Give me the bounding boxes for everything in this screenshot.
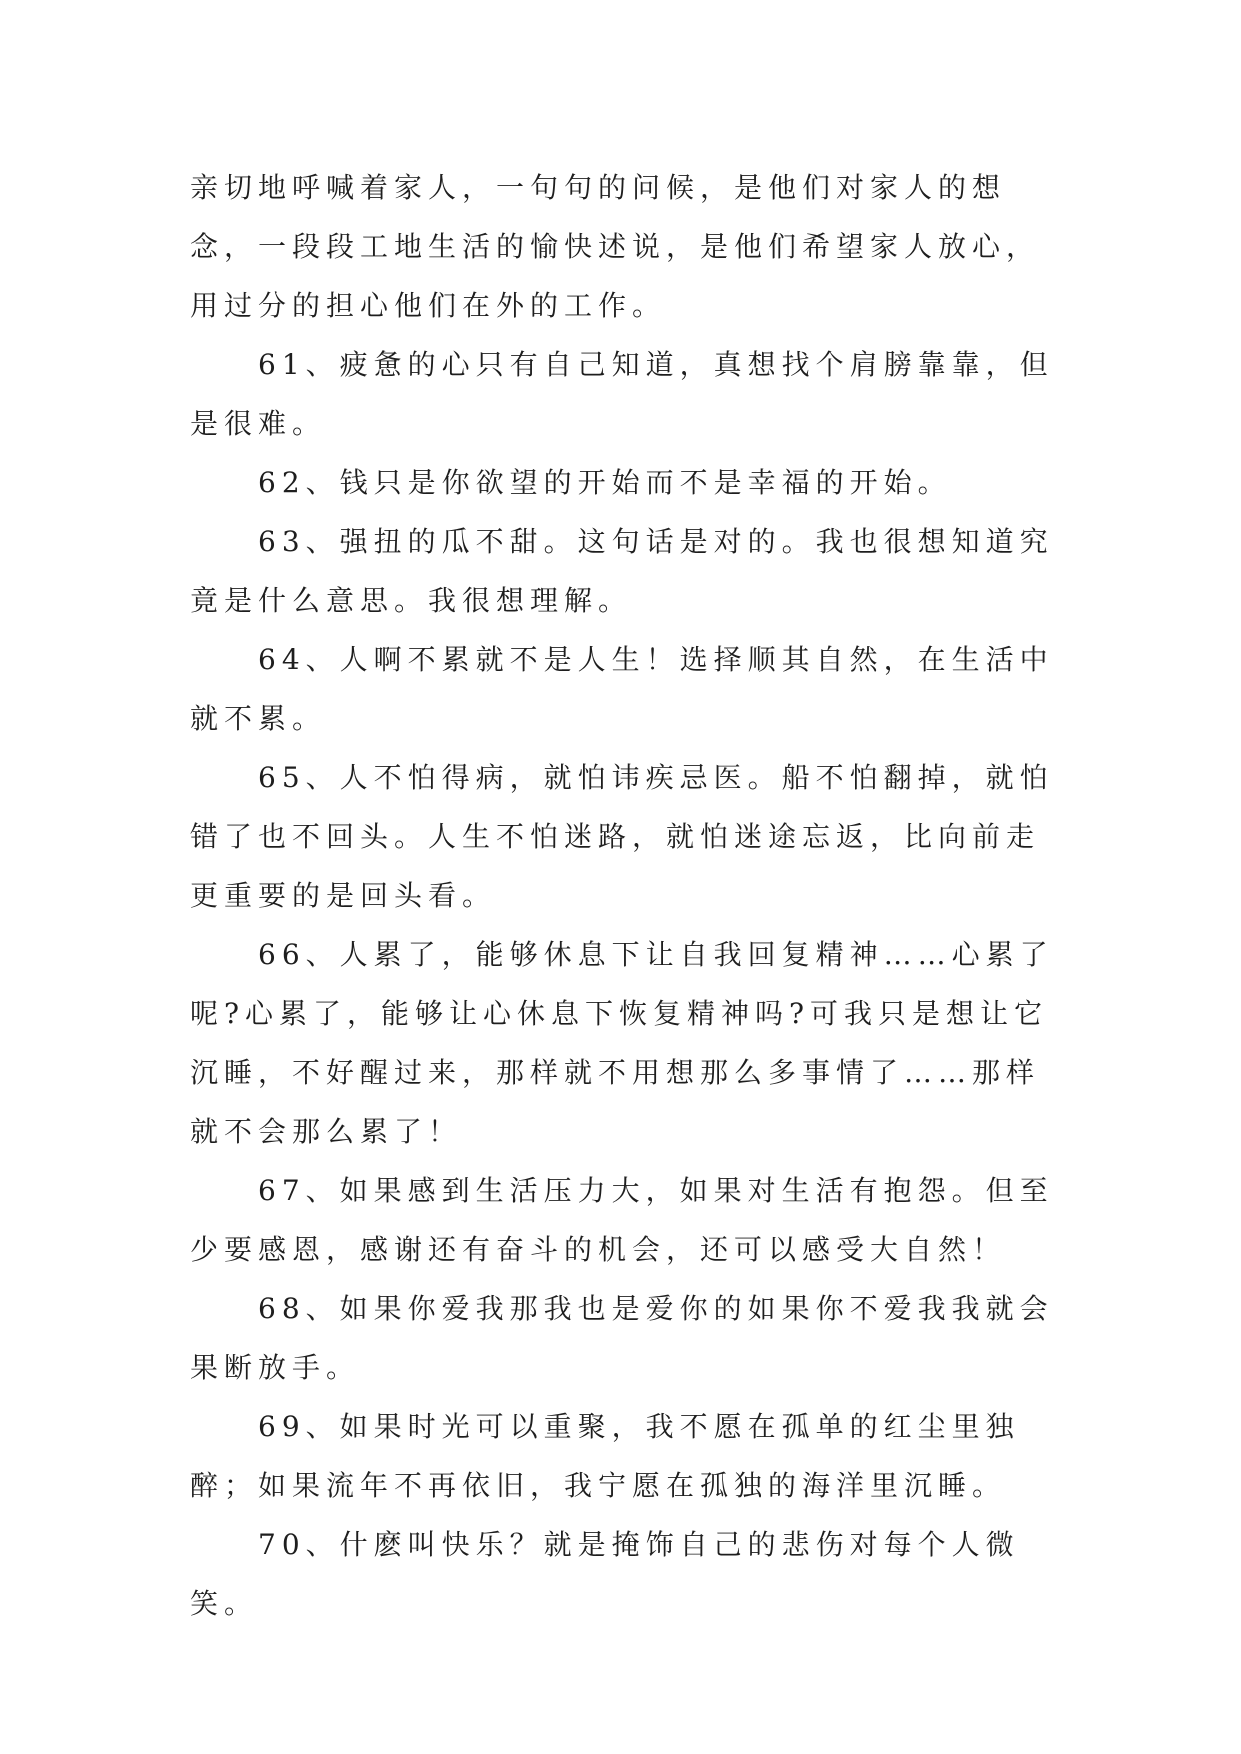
paragraph-66: 66、人累了，能够休息下让自我回复精神……心累了呢?心累了，能够让心休息下恢复精神吗?可我只是想让它沉睡，不好醒过来，那样就不用想那么多事情了……那样就不会那么累了！: [190, 938, 1054, 1148]
paragraph-70: 70、什麽叫快乐？就是掩饰自己的悲伤对每个人微笑。: [190, 1528, 1020, 1620]
paragraph-67: 67、如果感到生活压力大，如果对生活有抱怨。但至少要感恩，感谢还有奋斗的机会，还可以感受大自然！: [190, 1174, 1054, 1266]
document-body: [190, 158, 1070, 1633]
paragraph-61: 61、疲惫的心只有自己知道，真想找个肩膀靠靠，但是很难。: [190, 348, 1054, 440]
paragraph-69: 69、如果时光可以重聚，我不愿在孤单的红尘里独醉；如果流年不再依旧，我宁愿在孤独的海洋里沉睡。: [190, 1410, 1020, 1502]
paragraph-62: 62、钱只是你欲望的开始而不是幸福的开始。: [258, 466, 952, 499]
paragraph-63: 63、强扭的瓜不甜。这句话是对的。我也很想知道究竟是什么意思。我很想理解。: [190, 525, 1054, 617]
paragraph-64: 64、人啊不累就不是人生！选择顺其自然，在生活中就不累。: [190, 643, 1054, 735]
paragraph-68: 68、如果你爱我那我也是爱你的如果你不爱我我就会果断放手。: [190, 1292, 1054, 1384]
paragraph-continuation: 亲切地呼喊着家人，一句句的问候，是他们对家人的想念，一段段工地生活的愉快述说，是他们希望家人放心，用过分的担心他们在外的工作。: [190, 171, 1041, 322]
paragraph-65: 65、人不怕得病，就怕讳疾忌医。船不怕翻掉，就怕错了也不回头。人生不怕迷路，就怕迷途忘返，比向前走更重要的是回头看。: [190, 761, 1054, 912]
